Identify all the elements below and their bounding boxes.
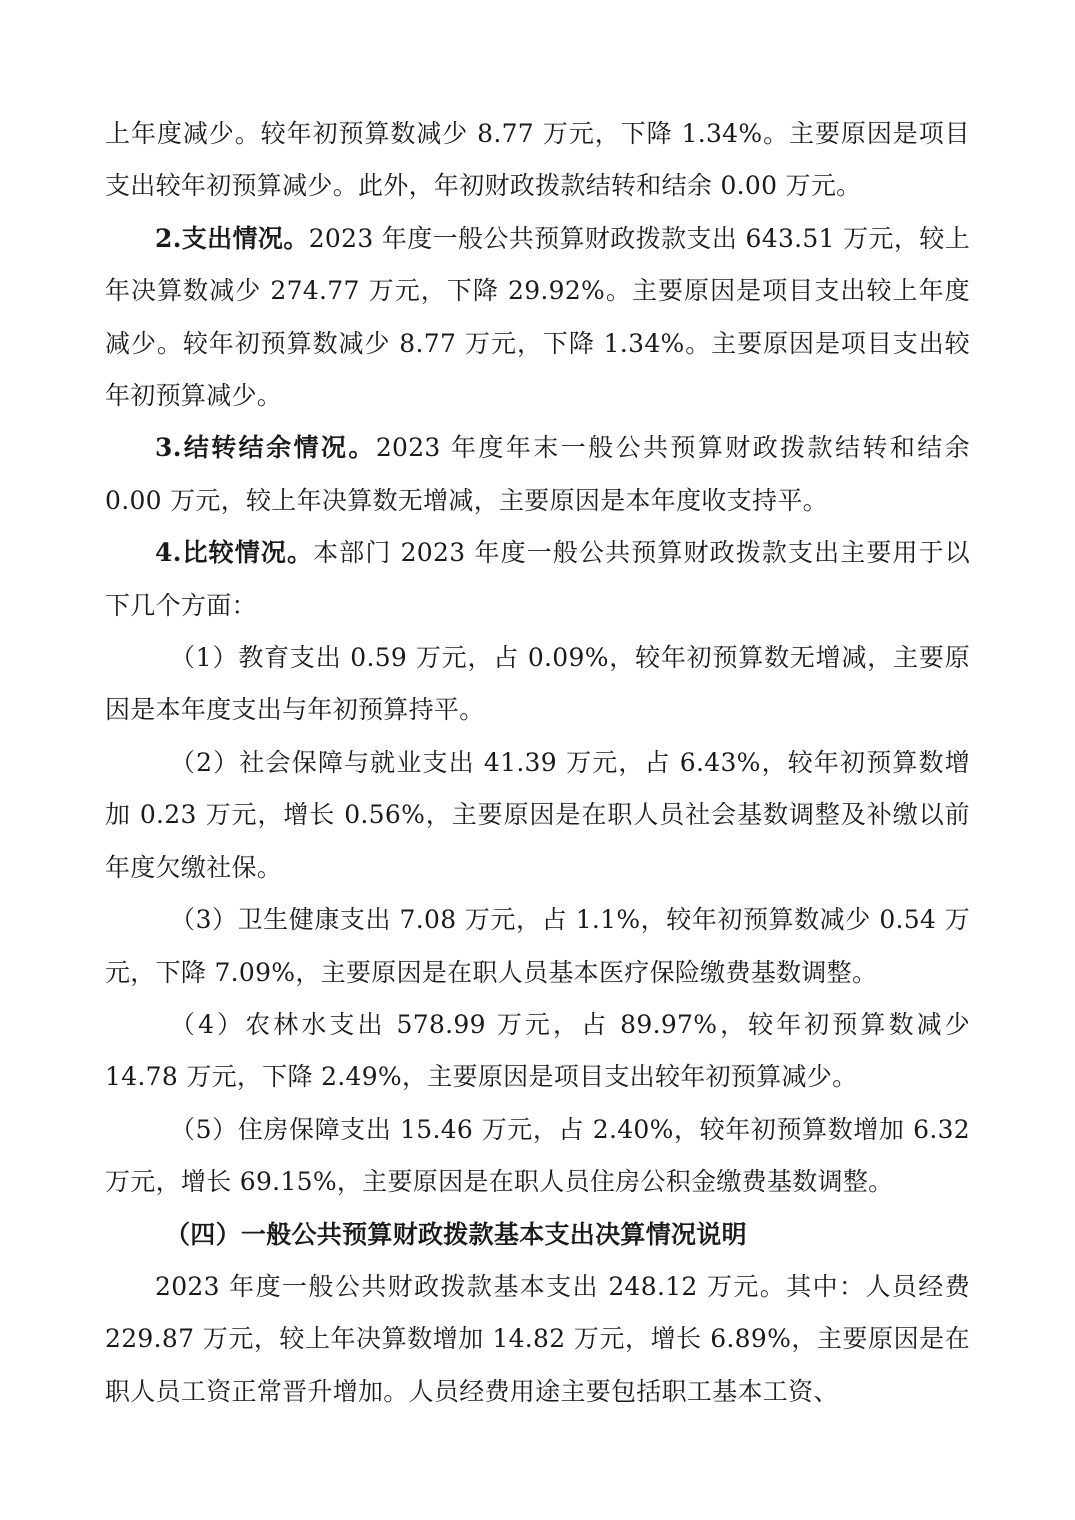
paragraph-text: 2023 年度年末一般公共预算财政拨款结转和结余 0.00 万元，较上年决算数无增减，主要原因是本年度收支持平。 xyxy=(105,433,970,515)
paragraph-text: 2023 年度一般公共财政拨款基本支出 248.12 万元。其中：人员经费 229.87 万元，较上年决算数增加 14.82 万元，增长 6.89%，主要原因是在职人员工资正常晋升增加。人员经费用途主要包括职工基本工资、 xyxy=(105,1271,970,1406)
paragraph-lead: 2.支出情况。 xyxy=(155,223,309,253)
paragraph-expenditure xyxy=(105,213,970,423)
paragraph-text: （2）社会保障与就业支出 41.39 万元，占 6.43%，较年初预算数增加 0.23 万元，增长 0.56%，主要原因是在职人员社会基数调整及补缴以前年度欠缴社保。 xyxy=(105,747,970,882)
section-heading: （四）一般公共预算财政拨款基本支出决算情况说明 xyxy=(165,1219,747,1249)
paragraph-text: 上年度减少。较年初预算数减少 8.77 万元，下降 1.34%。主要原因是项目支出较年初预算减少。此外，年初财政拨款结转和结余 0.00 万元。 xyxy=(105,119,970,201)
list-item-agriculture xyxy=(105,999,970,1104)
list-item-housing xyxy=(105,1104,970,1209)
paragraph-text: 2023 年度一般公共预算财政拨款支出 643.51 万元，较上年决算数减少 274.77 万元，下降 29.92%。主要原因是项目支出较上年度减少。较年初预算数减少 8.77 万元，下降 1.34%。主要原因是项目支出较年初预算减少。 xyxy=(105,223,970,411)
paragraph-lead: 3.结转结余情况。 xyxy=(155,433,376,463)
paragraph-income-continuation xyxy=(105,108,970,213)
list-item-social-security xyxy=(105,737,970,894)
list-item-health xyxy=(105,894,970,999)
paragraph-text: （5）住房保障支出 15.46 万元，占 2.40%，较年初预算数增加 6.32 万元，增长 69.15%，主要原因是在职人员住房公积金缴费基数调整。 xyxy=(105,1114,970,1197)
paragraph-carryover xyxy=(105,422,970,527)
document-page xyxy=(105,108,970,1418)
paragraph-text: （3）卫生健康支出 7.08 万元，占 1.1%，较年初预算数减少 0.54 万元，下降 7.09%，主要原因是在职人员基本医疗保险缴费基数调整。 xyxy=(105,905,970,987)
paragraph-text: 本部门 2023 年度一般公共预算财政拨款支出主要用于以下几个方面： xyxy=(105,538,970,620)
paragraph-basic-expenditure xyxy=(105,1261,970,1418)
paragraph-text: （4）农林水支出 578.99 万元，占 89.97%，较年初预算数减少 14.78 万元，下降 2.49%，主要原因是项目支出较年初预算减少。 xyxy=(105,1009,970,1092)
paragraph-comparison xyxy=(105,527,970,632)
list-item-education xyxy=(105,632,970,737)
paragraph-lead: 4.比较情况。 xyxy=(155,538,314,568)
paragraph-text: （1）教育支出 0.59 万元，占 0.09%，较年初预算数无增减，主要原因是本年度支出与年初预算持平。 xyxy=(105,643,970,725)
